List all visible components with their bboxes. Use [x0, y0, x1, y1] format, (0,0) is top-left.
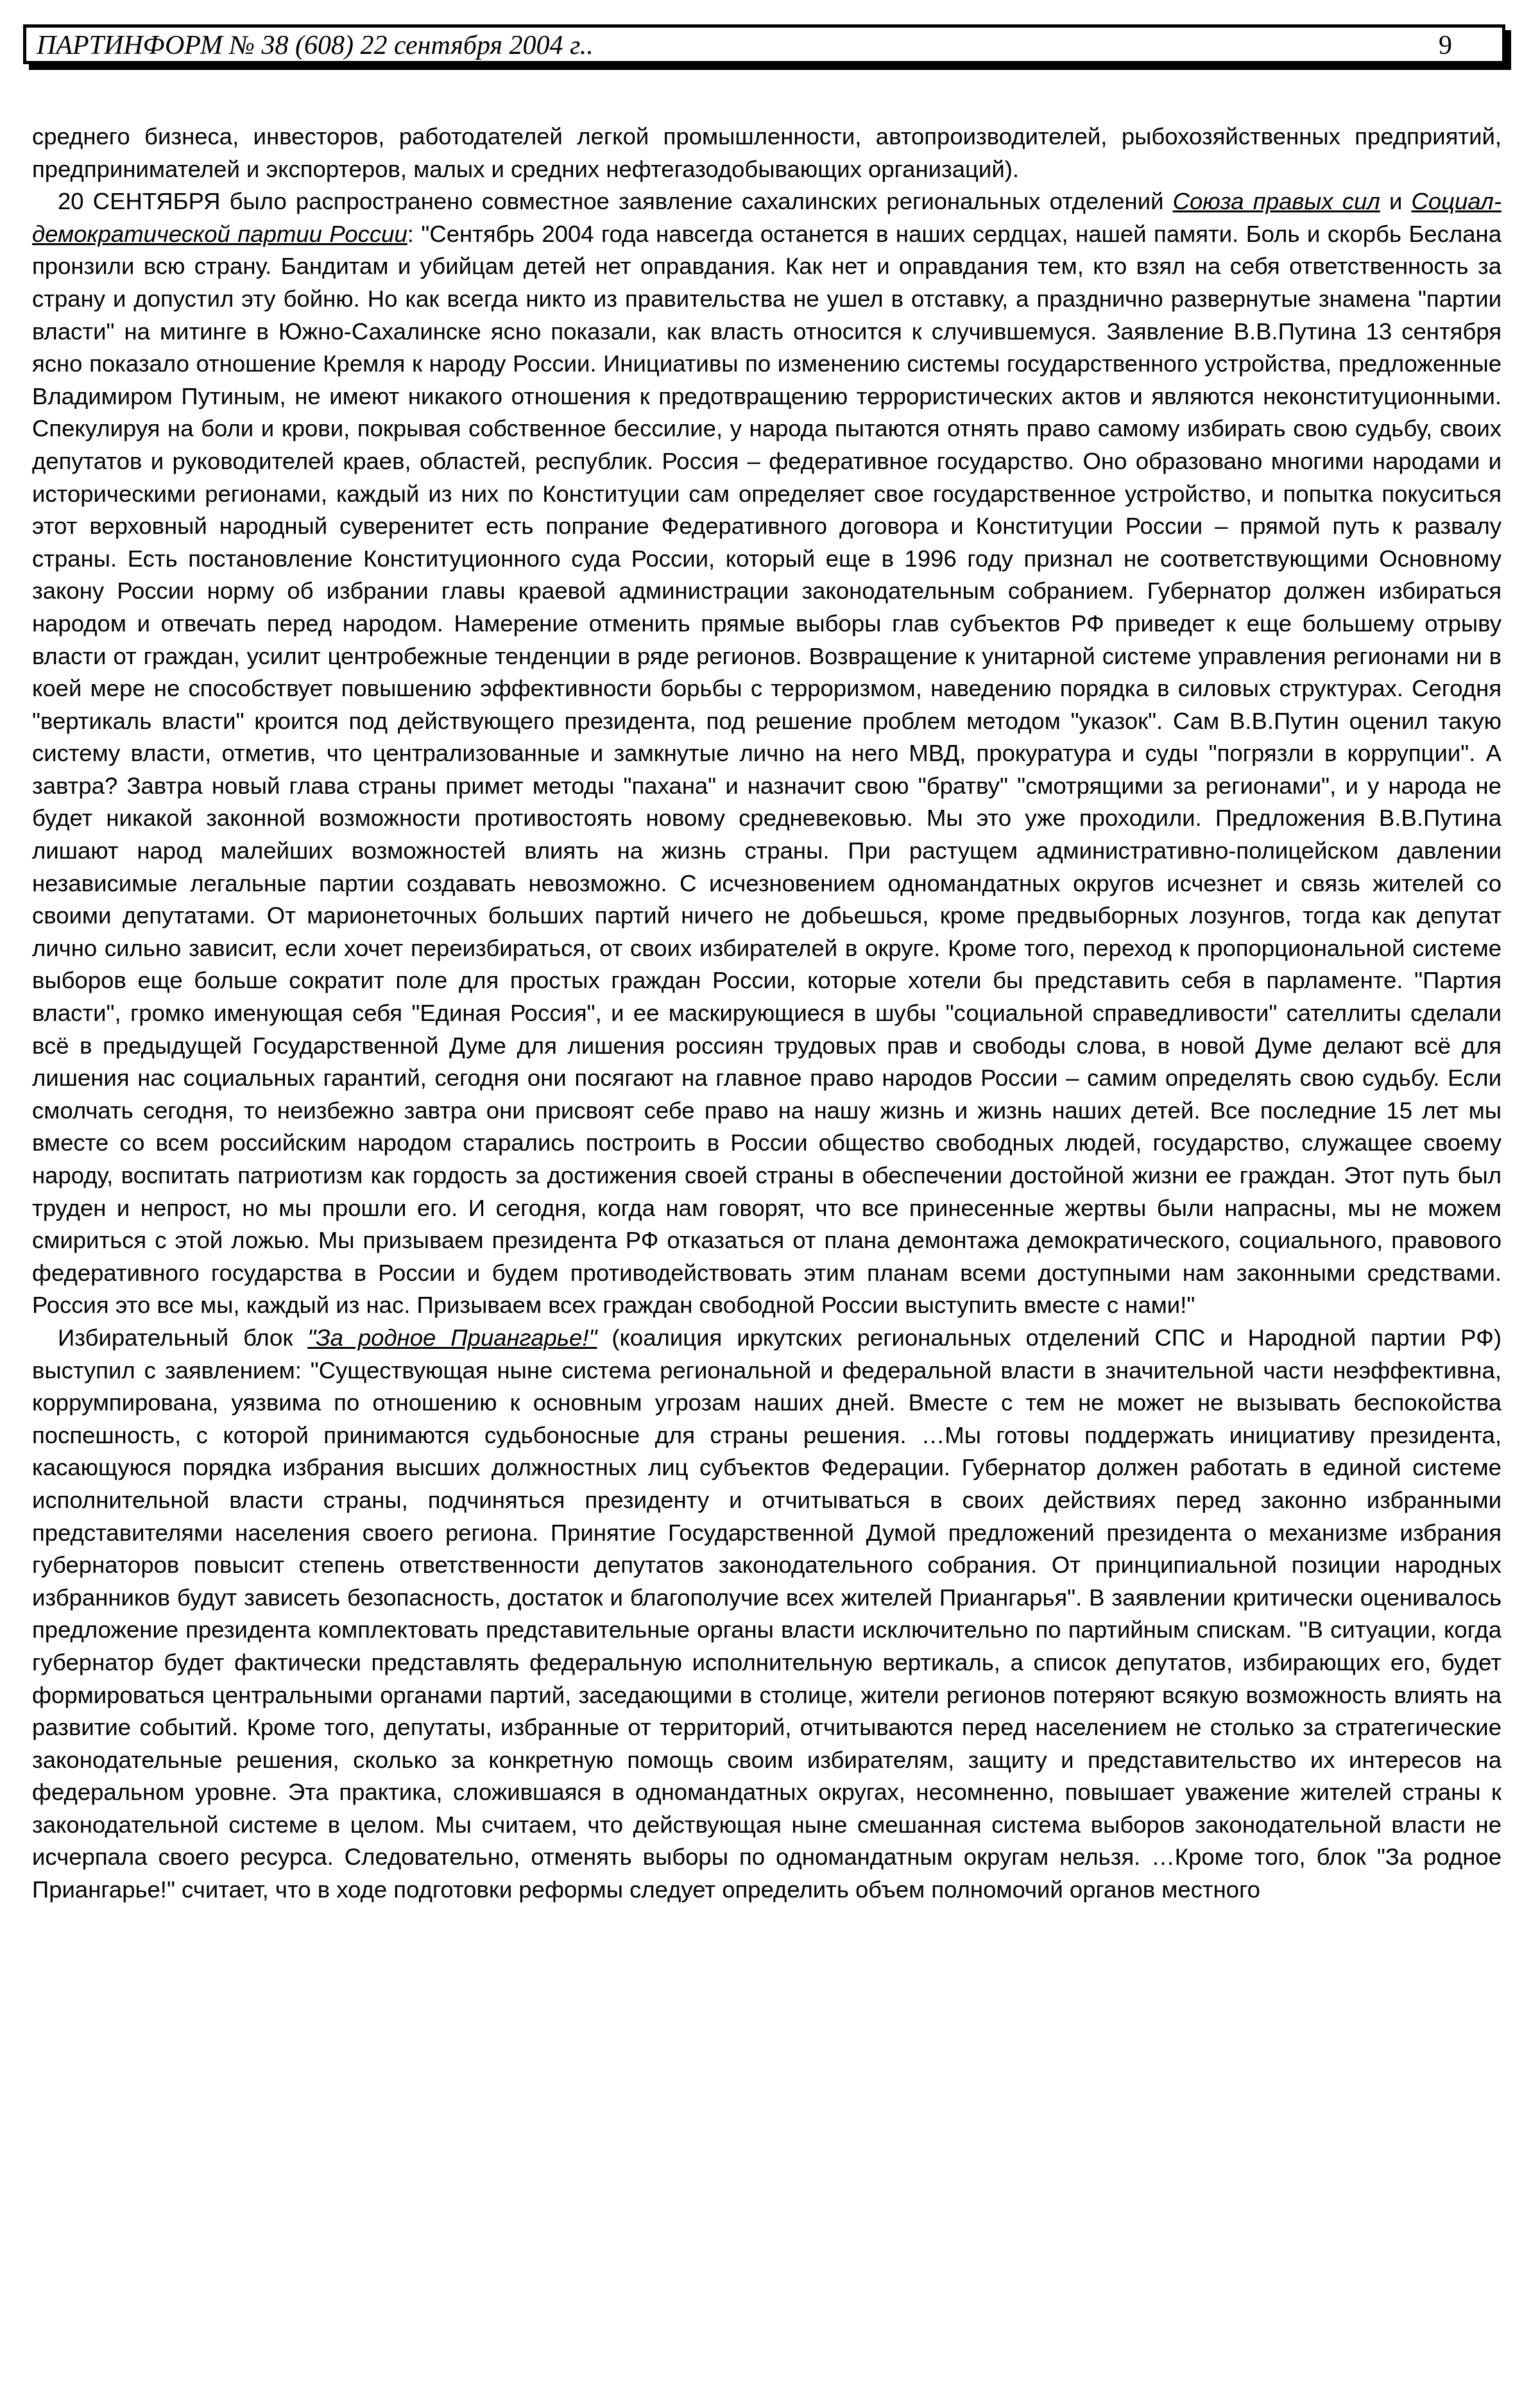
bloc-name: "За родное Приангарье!" [307, 1324, 597, 1351]
page-number: 9 [1439, 31, 1452, 60]
conjunction: и [1380, 188, 1412, 215]
party-link-sdpr: Социал-демократической партии России [32, 188, 1502, 247]
paragraph-lead: 20 СЕНТЯБРЯ было распространено совместное заявление сахалинских региональных отделений [58, 188, 1173, 215]
paragraph-priangarye-statement [32, 1322, 1502, 1906]
page-header [23, 24, 1505, 64]
article-body [32, 121, 1502, 2328]
paragraph-body: : "Сентябрь 2004 года навсегда останется в наших сердцах, нашей памяти. Боль и скорбь Беслана пронзили всю страну. Бандитам и убийцам детей нет оправдания. Как нет и оправдания тем, кто взял на себя ответственность за страну и допустил эту бойню. Но как всегда никто из правительства не ушел в отставку, а празднично развернутые знамена "партии власти" на митинге в Южно-Сахалинске ясно показали, как власть относится к случившемуся. Заявление В.В.Путина 13 сентября ясно показало отношение Кремля к народу России. Инициативы по изменению системы государственного устройства, предложенные Владимиром Путиным, не имеют никакого отношения к предотвращению террористических актов и являются неконституционными. Спекулируя на боли и крови, покрывая собственное бессилие, у народа пытаются отнять право самому избирать свою судьбу, своих депутатов и руководителей краев, областей, республик. Россия – федеративное государство. Оно образовано многими народами и историческими регионами, каждый из них по Конституции сам определяет свое государственное устройство, и попытка покуситься этот верховный народный суверенитет есть попрание Федеративного договора и Конституции России – прямой путь к развалу страны. Есть постановление Конституционного суда России, который еще в 1996 году признал не соответствующими Основному закону России норму об избрании главы краевой администрации законодательным собранием. Губернатор должен избираться народом и отвечать перед народом. Намерение отменить прямые выборы глав субъектов РФ приведет к еще большему отрыву власти от граждан, усилит центробежные тенденции в ряде регионов. Возвращение к унитарной системе управления регионами ни в коей мере не способствует повышению эффективности борьбы с терроризмом, наведению порядка в силовых структурах. Сегодня "вертикаль власти" кроится под действующего президента, под решение проблем методом "указок". Сам В.В.Путин оценил такую систему власти, отметив, что централизованные и замкнутые лично на него МВД, прокуратура и суды "погрязли в коррупции". А завтра? Завтра новый глава страны примет методы "пахана" и назначит свою "братву" "смотрящими за регионами", и у народа не будет никакой законной возможности противостоять новому средневековью. Мы это уже проходили. Предложения В.В.Путина лишают народ малейших возможностей влиять на жизнь страны. При растущем административно-полицейском давлении независимые легальные партии создавать невозможно. С исчезновением одномандатных округов исчезнет и связь жителей со своими депутатами. От марионеточных больших партий ничего не добьешься, кроме предвыборных лозунгов, тогда как депутат лично сильно зависит, если хочет переизбираться, от своих избирателей в округе. Кроме того, переход к пропорциональной системе выборов еще больше сократит поле для простых граждан России, которые хотели бы представить себя в парламенте. "Партия власти", громко именующая себя "Единая Россия", и ее маскирующиеся в шубы "социальной справедливости" сателлиты сделали всё в предыдущей Государственной Думе для лишения россиян трудовых прав и свободы слова, в новой Думе делают всё для лишения нас социальных гарантий, сегодня они посягают на главное право народов России – самим определять свою судьбу. Если смолчать сегодня, то неизбежно завтра они присвоят себе право на нашу жизнь и жизнь наших детей. Все последние 15 лет мы вместе со всем российским народом старались построить в России общество свободных людей, государство, служащее своему народу, воспитать патриотизм как гордость за достижения своей страны в обеспечении достойной жизни ее граждан. Этот путь был труден и непрост, но мы прошли его. И сегодня, когда нам говорят, что все принесенные жертвы были напрасны, мы не можем смириться с этой ложью. Мы призываем президента РФ отказаться от плана демонтажа демократического, социального, правового федеративного государства в России и будем противодействовать этим планам всеми доступными нам законными средствами. Россия это все мы, каждый из нас. Призываем всех граждан свободной России выступить вместе с нами!" [32, 220, 1502, 1319]
party-link-sps: Союза правых сил [1172, 188, 1380, 215]
header-title: ПАРТИНФОРМ № 38 (608) 22 сентября 2004 г.. [37, 31, 594, 60]
paragraph-continuation: среднего бизнеса, инвесторов, работодателей легкой промышленности, автопроизводителей, рыбохозяйственных предприятий, предпринимателей и экспортеров, малых и средних нефтегазодобывающих организаций). [32, 123, 1502, 182]
paragraph-lead: Избирательный блок [58, 1324, 308, 1351]
paragraph-body: (коалиция иркутских региональных отделений СПС и Народной партии РФ) выступил с заявлением: "Существующая ныне система региональной и федеральной власти в значительной части неэффективна, коррумпирована, уязвима по отношению к основным угрозам наших дней. Вместе с тем не может не вызывать беспокойства поспешность, с которой принимаются судьбоносные для страны решения. …Мы готовы поддержать инициативу президента, касающуюся порядка избрания высших должностных лиц субъектов Федерации. Губернатор должен работать в единой системе исполнительной власти страны, подчиняться президенту и отчитываться в своих действиях перед законно избранными представителями населения своего региона. Принятие Государственной Думой предложений президента о механизме избрания губернаторов повысит степень ответственности депутатов законодательного собрания. От принципиальной позиции народных избранников будут зависеть безопасность, достаток и благополучие всех жителей Приангарья". В заявлении критически оценивалось предложение президента комплектовать представительные органы власти исключительно по партийным спискам. "В ситуации, когда губернатор будет фактически представлять федеральную исполнительную вертикаль, а список депутатов, избирающих его, будет формироваться центральными органами партий, заседающими в столице, жители регионов потеряют всякую возможность влиять на развитие событий. Кроме того, депутаты, избранные от территорий, отчитываются перед населением не столько за стратегические законодательные решения, сколько за конкретную помощь своим избирателям, защиту и представительство их интересов на федеральном уровне. Эта практика, сложившаяся в одномандатных округах, несомненно, повышает уважение жителей страны к законодательной системе в целом. Мы считаем, что действующая ныне смешанная система выборов законодательной власти не исчерпала своего ресурса. Следовательно, отменять выборы по одномандатным округам нельзя. …Кроме того, блок "За родное Приангарье!" считает, что в ходе подготовки реформы следует определить объем полномочий органов местного [32, 1324, 1502, 1903]
paragraph-sakhalin-statement [32, 185, 1502, 1322]
